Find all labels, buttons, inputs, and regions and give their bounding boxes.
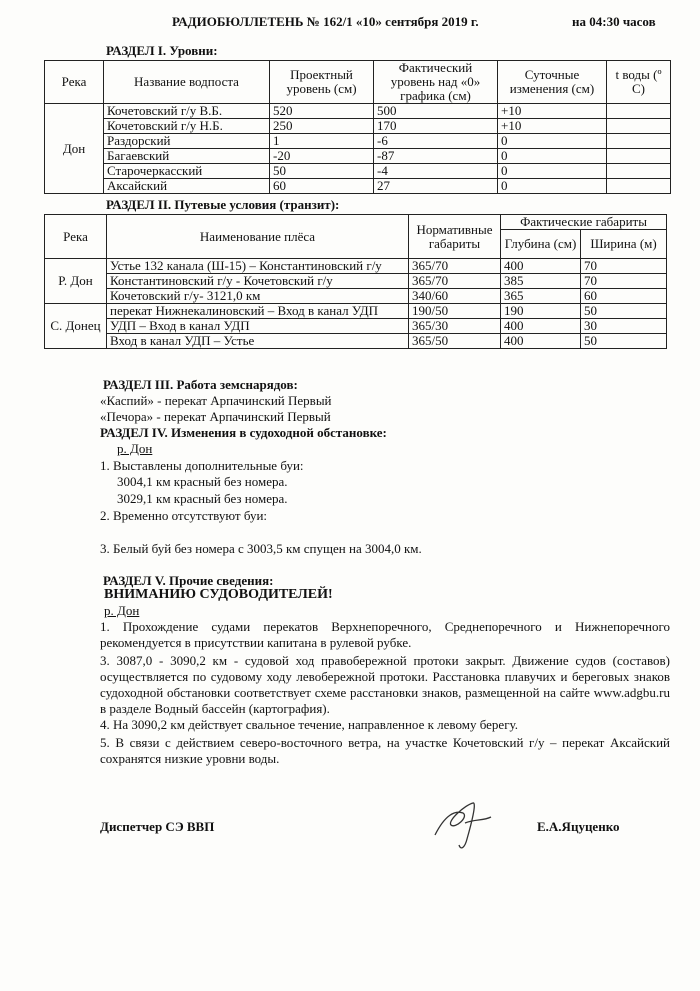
transit-row xyxy=(45,319,667,334)
notice-item-4: 4. На 3090,2 км действует свальное течение, направленное к левому берегу. xyxy=(100,717,518,732)
section3-title: РАЗДЕЛ III. Работа земснарядов: xyxy=(103,377,298,392)
normative-size: 365/30 xyxy=(409,319,501,334)
col-normative: Нормативные габариты xyxy=(409,215,501,259)
daily-change: +10 xyxy=(498,104,607,119)
col-design-level: Проектный уровень (см) xyxy=(270,61,374,104)
actual-depth: 400 xyxy=(501,334,581,349)
col-water-temp: t воды (º С) xyxy=(607,61,671,104)
transit-row xyxy=(45,334,667,349)
actual-level: -4 xyxy=(374,164,498,179)
normative-size: 340/60 xyxy=(409,289,501,304)
section2-title: РАЗДЕЛ II. Путевые условия (транзит): xyxy=(106,197,340,212)
reach-name: перекат Нижнекалиновский – Вход в канал УДП xyxy=(107,304,409,319)
design-level: 520 xyxy=(270,104,374,119)
col-depth: Глубина (см) xyxy=(501,230,581,259)
daily-change: 0 xyxy=(498,134,607,149)
design-level: 50 xyxy=(270,164,374,179)
section4-item-2: 2. Временно отсутствуют буи: xyxy=(100,508,268,523)
section5-river: р. Дон xyxy=(104,603,140,618)
water-temp xyxy=(607,149,671,164)
section4-item-3: 3. Белый буй без номера с 3003,5 км спущен на 3004,0 км. xyxy=(100,541,422,556)
transit-row xyxy=(45,289,667,304)
actual-width: 70 xyxy=(581,274,667,289)
reach-name: УДП – Вход в канал УДП xyxy=(107,319,409,334)
section1-title: РАЗДЕЛ I. Уровни: xyxy=(106,43,218,58)
water-temp xyxy=(607,164,671,179)
buoy-line-1: 3004,1 км красный без номера. xyxy=(117,474,288,489)
levels-table xyxy=(44,60,671,194)
levels-row xyxy=(45,149,671,164)
actual-level: 27 xyxy=(374,179,498,194)
river-name: Р. Дон xyxy=(45,259,107,304)
actual-depth: 365 xyxy=(501,289,581,304)
normative-size: 190/50 xyxy=(409,304,501,319)
normative-size: 365/70 xyxy=(409,274,501,289)
normative-size: 365/70 xyxy=(409,259,501,274)
transit-row xyxy=(45,274,667,289)
water-temp xyxy=(607,104,671,119)
col-station: Название водпоста xyxy=(104,61,270,104)
daily-change: 0 xyxy=(498,179,607,194)
col-river: Река xyxy=(45,215,107,259)
notice-item-5: 5. В связи с действием северо-восточного ветра, на участке Кочетовский г/у – перекат Аксайский сохранятся низкие уровни воды. xyxy=(100,735,670,766)
normative-size: 365/50 xyxy=(409,334,501,349)
dredger-line-1: «Каспий» - перекат Арпачинский Первый xyxy=(100,393,332,408)
daily-change: 0 xyxy=(498,149,607,164)
river-name: Дон xyxy=(45,104,104,194)
handwritten-signature xyxy=(425,795,505,855)
signatory-name: Е.А.Яцуценко xyxy=(537,819,620,834)
transit-table xyxy=(44,214,667,349)
section5-subtitle: ВНИМАНИЮ СУДОВОДИТЕЛЕЙ! xyxy=(104,587,333,602)
actual-depth: 400 xyxy=(501,259,581,274)
station-name: Раздорский xyxy=(104,134,270,149)
actual-depth: 385 xyxy=(501,274,581,289)
levels-row xyxy=(45,179,671,194)
actual-width: 50 xyxy=(581,304,667,319)
design-level: 250 xyxy=(270,119,374,134)
actual-width: 50 xyxy=(581,334,667,349)
daily-change: +10 xyxy=(498,119,607,134)
document-title: РАДИОБЮЛЛЕТЕНЬ № 162/1 «10» сентября 2019 г. xyxy=(172,14,479,29)
levels-header-row xyxy=(45,61,671,104)
notice-item-3: 3. 3087,0 - 3090,2 км - судовой ход правобережной протоки закрыт. Движение судов (составов) осуществляется по судовому ходу левобережной протоки. Расстановка плавучих и береговых знаков судоходной обстановки соответствует схеме расстановки знаков, размещенной на сайте www.adgbu.ru в разделе Водный бассейн (картография). xyxy=(100,653,670,716)
actual-width: 70 xyxy=(581,259,667,274)
water-temp xyxy=(607,134,671,149)
buoy-line-2: 3029,1 км красный без номера. xyxy=(117,491,288,506)
col-reach: Наименование плёса xyxy=(107,215,409,259)
station-name: Багаевский xyxy=(104,149,270,164)
reach-name: Константиновский г/у - Кочетовский г/у xyxy=(107,274,409,289)
col-daily-change: Суточные изменения (см) xyxy=(498,61,607,104)
col-actual: Фактические габариты xyxy=(501,215,667,230)
dredger-line-2: «Печора» - перекат Арпачинский Первый xyxy=(100,409,331,424)
transit-row xyxy=(45,304,667,319)
river-name: С. Донец xyxy=(45,304,107,349)
actual-level: 170 xyxy=(374,119,498,134)
levels-row xyxy=(45,134,671,149)
design-level: -20 xyxy=(270,149,374,164)
section4-title: РАЗДЕЛ IV. Изменения в судоходной обстановке: xyxy=(100,425,387,440)
actual-depth: 190 xyxy=(501,304,581,319)
station-name: Кочетовский г/у В.Б. xyxy=(104,104,270,119)
col-width: Ширина (м) xyxy=(581,230,667,259)
levels-row xyxy=(45,164,671,179)
signatory-position: Диспетчер СЭ ВВП xyxy=(100,819,215,834)
col-actual-level: Фактический уровень над «0» графика (см) xyxy=(374,61,498,104)
design-level: 1 xyxy=(270,134,374,149)
water-temp xyxy=(607,119,671,134)
daily-change: 0 xyxy=(498,164,607,179)
section4-item-1: 1. Выставлены дополнительные буи: xyxy=(100,458,304,473)
reach-name: Кочетовский г/у- 3121,0 км xyxy=(107,289,409,304)
transit-row xyxy=(45,259,667,274)
actual-level: 500 xyxy=(374,104,498,119)
actual-width: 60 xyxy=(581,289,667,304)
actual-level: -6 xyxy=(374,134,498,149)
actual-level: -87 xyxy=(374,149,498,164)
water-temp xyxy=(607,179,671,194)
design-level: 60 xyxy=(270,179,374,194)
actual-width: 30 xyxy=(581,319,667,334)
station-name: Старочеркасский xyxy=(104,164,270,179)
levels-row xyxy=(45,119,671,134)
col-river: Река xyxy=(45,61,104,104)
reach-name: Вход в канал УДП – Устье xyxy=(107,334,409,349)
reach-name: Устье 132 канала (Ш-15) – Константиновский г/у xyxy=(107,259,409,274)
section4-river: р. Дон xyxy=(117,441,153,456)
levels-row xyxy=(45,104,671,119)
section5-title: РАЗДЕЛ V. Прочие сведения: xyxy=(103,573,274,588)
notice-item-1: 1. Прохождение судами перекатов Верхнепоречного, Среднепоречного и Нижнепоречного рекомендуется в присутствии капитана в рулевой рубке. xyxy=(100,619,670,650)
station-name: Аксайский xyxy=(104,179,270,194)
actual-depth: 400 xyxy=(501,319,581,334)
report-time: на 04:30 часов xyxy=(572,14,656,29)
station-name: Кочетовский г/у Н.Б. xyxy=(104,119,270,134)
